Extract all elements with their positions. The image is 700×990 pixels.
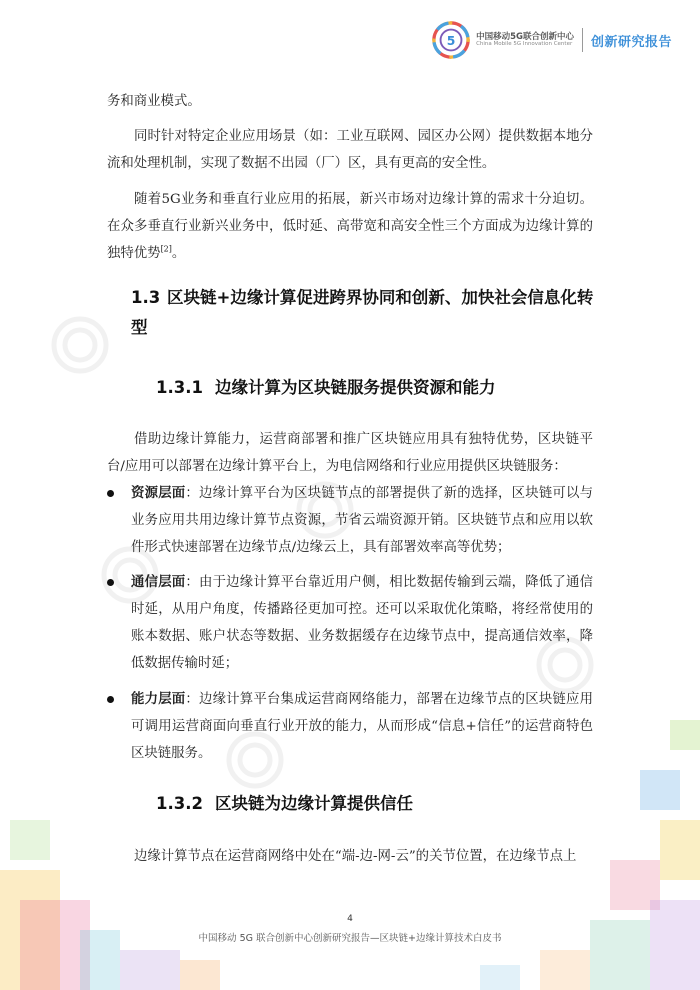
- citation-ref: [2]: [160, 244, 172, 254]
- bullet-label: 资源层面: [131, 486, 186, 501]
- paragraph-3: [107, 186, 593, 267]
- subsection-number: 1.3.2: [156, 794, 203, 813]
- bullet-label: 能力层面: [131, 692, 186, 707]
- paragraph-4: 借助边缘计算能力，运营商部署和推广区块链应用具有独特优势，区块链平台/应用可以部署在边缘计算平台上，为电信网络和行业应用提供区块链服务：: [107, 432, 593, 474]
- bullet-dot: [107, 696, 114, 703]
- subsection-title: 边缘计算为区块链服务提供资源和能力: [214, 378, 496, 397]
- paragraph-5: 边缘计算节点在运营商网络中处在“端-边-网-云”的关节位置，在边缘节点上: [134, 849, 577, 864]
- svg-text:5: 5: [446, 33, 456, 48]
- bullet-item-communication: [107, 569, 593, 677]
- paragraph-2: 同时针对特定企业应用场景（如：工业互联网、园区办公网）提供数据本地分流和处理机制，实现了数据不出园（厂）区，具有更高的安全性。: [107, 129, 593, 171]
- subsection-number: 1.3.1: [156, 378, 203, 397]
- bullet-item-capability: [107, 686, 593, 767]
- paragraph-3-text: 随着5G业务和垂直行业应用的拓展，新兴市场对边缘计算的需求十分迫切。在众多垂直行业新兴业务中，低时延、高带宽和高安全性三个方面成为边缘计算的独特优势: [107, 192, 593, 261]
- section-title: 区块链+边缘计算促进跨界协同和创新、加快社会信息化转型: [131, 288, 594, 337]
- section-number: 1.3: [131, 288, 161, 307]
- logo-name-en: China Mobile 5G Innovation Center: [476, 40, 573, 47]
- bullet-text: ：边缘计算平台集成运营商网络能力，部署在边缘节点的区块链应用可调用运营商面向垂直行业开放的能力，从而形成“信息+信任”的运营商特色区块链服务。: [131, 692, 594, 761]
- bullet-text: ：边缘计算平台为区块链节点的部署提供了新的选择，区块链可以与业务应用共用边缘计算节点资源，节省云端资源开销。区块链节点和应用以软件形式快速部署在边缘节点/边缘云上，具有部署效率高等优势；: [131, 486, 594, 555]
- subsection-title: 区块链为边缘计算提供信任: [214, 794, 413, 813]
- header-divider: [582, 28, 583, 52]
- subsection-heading-1-3-2: [156, 790, 413, 814]
- page-header: [432, 20, 672, 60]
- bullet-dot: [107, 490, 114, 497]
- page-number: 4: [347, 914, 353, 924]
- bullet-dot: [107, 579, 114, 586]
- section-heading-1-3: [131, 283, 601, 343]
- bullet-label: 通信层面: [131, 575, 186, 590]
- footer-text: 中国移动 5G 联合创新中心创新研究报告—区块链+边缘计算技术白皮书: [198, 933, 502, 944]
- logo-name-cn: 中国移动5G联合创新中心: [476, 31, 574, 42]
- subsection-heading-1-3-1: [156, 374, 495, 398]
- logo-text: [476, 33, 574, 48]
- paragraph-3-end: 。: [171, 246, 186, 261]
- paragraph-1: 务和商业模式。: [107, 94, 201, 109]
- 5g-center-logo-icon: [432, 21, 470, 59]
- bullet-item-resources: [107, 480, 593, 561]
- bullet-text: ：由于边缘计算平台靠近用户侧，相比数据传输到云端，降低了通信时延，从用户角度，传播路径更加可控。还可以采取优化策略，将经常使用的账本数据、账户状态等数据、业务数据缓存在边缘节点中，提高通信效率，降低数据传输时延；: [131, 575, 594, 671]
- report-title: 创新研究报告: [590, 34, 672, 50]
